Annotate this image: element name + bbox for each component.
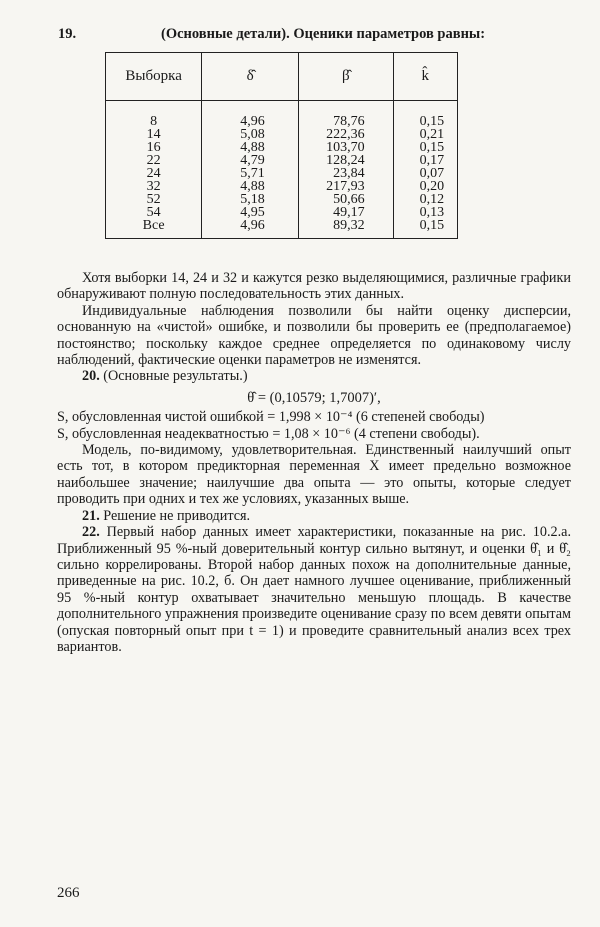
cell-delta: 5,18 (202, 193, 299, 206)
exercise-number: 20. (82, 368, 100, 385)
table-header-row (106, 53, 458, 101)
paragraph-individual-observations: Индивидуальные наблюдения позволили бы найти оценку дисперсии, основанную на «чистой» ошибке, и позволили бы проверить ее (предполагаемое) постоянство; поскольку каждое среднее определяется по одинаковому числу наблюдений, фактические оценки параметров не изменятся. (57, 302, 571, 369)
cell-sample: 54 (106, 206, 202, 219)
cell-sample: 32 (106, 180, 202, 193)
cell-beta: 222,36 (299, 128, 394, 141)
cell-delta: 5,71 (202, 167, 299, 180)
column-header-beta: β̂ (299, 53, 394, 101)
cell-sample: 52 (106, 193, 202, 206)
paragraph-model: Модель, по-видимому, удовлетворительная. Единственный наилучший опыт есть тот, в котором предикторная переменная X имеет предельно возможное наибольшее значение; наилучшие два опыта — это опыты, которые следует проводить при одних и тех же условиях, указанных выше. (57, 442, 571, 508)
cell-k: 0,17 (393, 154, 457, 167)
table-row (106, 219, 458, 239)
cell-beta: 89,32 (299, 219, 394, 239)
cell-beta: 217,93 (299, 180, 394, 193)
results-label: (Основные результаты.) (103, 368, 248, 385)
column-header-sample: Выборка (106, 53, 202, 101)
cell-beta: 128,24 (299, 154, 394, 167)
paragraph-samples: Хотя выборки 14, 24 и 32 и кажутся резко выделяющимися, различные графики обнаруживают полную последовательность этих данных. (57, 270, 571, 303)
paragraph-solution (57, 508, 571, 524)
cell-k: 0,15 (393, 219, 457, 239)
cell-beta: 49,17 (299, 206, 394, 219)
cell-k: 0,21 (393, 128, 457, 141)
body-text (57, 270, 571, 655)
cell-delta: 4,96 (202, 219, 299, 239)
cell-delta: 4,95 (202, 206, 299, 219)
data-sets-text: Первый набор данных имеет характеристики, показанные на рис. 10.2.а. Приближенный 95 %-ный доверительный контур сильно вытянут, и оценки θ̂₁ и θ̂₂ сильно коррелированы. Второй набор данных похож на дополнительные данные, приведенные на рис. 10.2, б. Он дает намного лучшее оценивание, приближенный 95 %-ный контур охватывает значительно меньшую площадь. В качестве дополнительного упражнения произведите оценивание сразу по всем девяти опытам (опуская повторный опыт при t = 1) и проведите сравнительный анализ всех трех вариантов. (57, 524, 571, 655)
cell-sample: 8 (106, 115, 202, 128)
cell-delta: 4,96 (202, 115, 299, 128)
exercise-number: 21. (82, 507, 100, 524)
heading-title: (Основные детали). Оценики параметров равны: (161, 26, 486, 42)
column-header-k: k̂ (393, 53, 457, 101)
cell-k: 0,12 (393, 193, 457, 206)
result-pure-error: S, обусловленная чистой ошибкой = 1,998 × 10⁻⁴ (6 степеней свободы) (57, 409, 485, 426)
theta-formula: θ̂ = (0,10579; 1,7007)′, (247, 389, 381, 406)
cell-delta: 4,88 (202, 141, 299, 154)
paragraph-results-heading (57, 368, 571, 384)
paragraph-data-sets (57, 524, 571, 655)
cell-sample: 24 (106, 167, 202, 180)
result-lack-of-fit: S, обусловленная неадекватностью = 1,08 × 10⁻⁶ (4 степени свободы). (57, 425, 480, 442)
page-number: 266 (57, 885, 80, 901)
cell-k: 0,15 (393, 141, 457, 154)
cell-k: 0,13 (393, 206, 457, 219)
cell-k: 0,07 (393, 167, 457, 180)
cell-beta: 78,76 (299, 115, 394, 128)
cell-delta: 4,88 (202, 180, 299, 193)
parameter-estimates-table (105, 52, 458, 239)
exercise-number: 22. (82, 524, 100, 541)
solution-text: Решение не приводится. (103, 507, 251, 524)
cell-k: 0,20 (393, 180, 457, 193)
cell-sample: Все (106, 219, 202, 239)
cell-delta: 5,08 (202, 128, 299, 141)
cell-beta: 50,66 (299, 193, 394, 206)
column-header-delta: δ̂ (202, 53, 299, 101)
cell-beta: 103,70 (299, 141, 394, 154)
cell-sample: 22 (106, 154, 202, 167)
exercise-number: 19. (58, 26, 77, 42)
cell-delta: 4,79 (202, 154, 299, 167)
cell-sample: 14 (106, 128, 202, 141)
cell-k: 0,15 (393, 115, 457, 128)
cell-beta: 23,84 (299, 167, 394, 180)
cell-sample: 16 (106, 141, 202, 154)
